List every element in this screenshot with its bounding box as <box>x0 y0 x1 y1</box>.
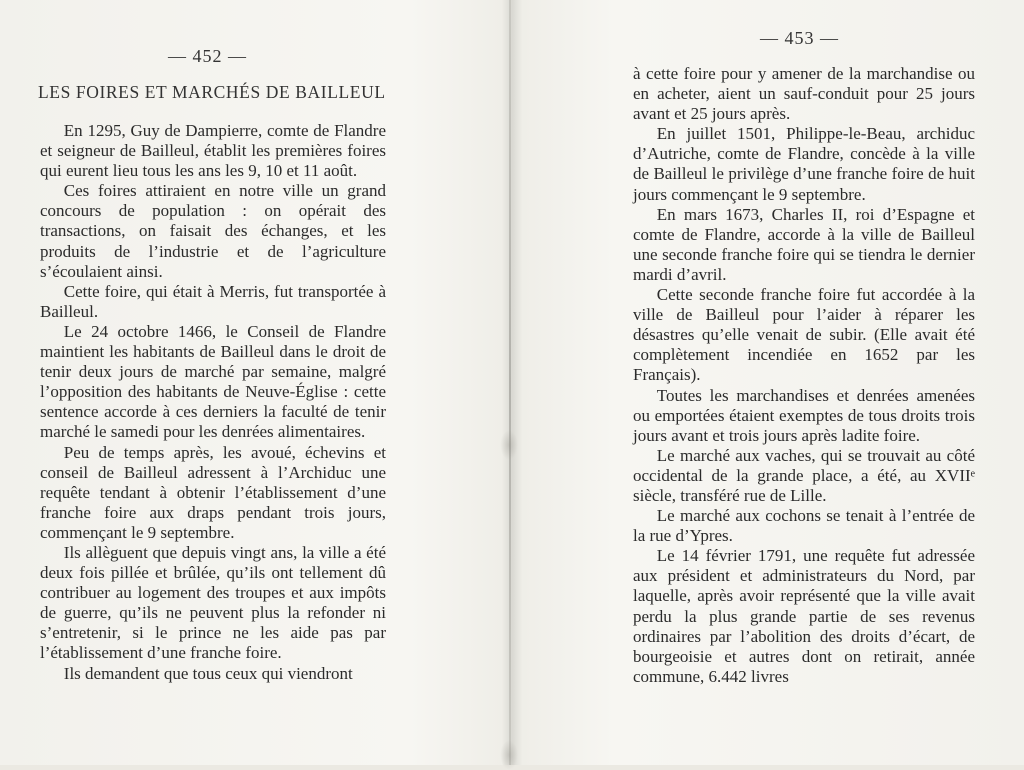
paragraph: Le marché aux vaches, qui se trouvait au côté occidental de la grande place, a été, au XVIIᵉ siècle, transféré rue de Lille. <box>633 445 975 505</box>
left-page <box>0 0 505 765</box>
paragraph: Toutes les marchandises et denrées amenées ou emportées étaient exemptes de tous droits trois jours avant et trois jours après ladite foire. <box>633 385 975 445</box>
paragraph-continuation: à cette foire pour y amener de la marchandise ou en acheter, aient un sauf-conduit pour 25 jours avant et 25 jours après. <box>633 64 975 124</box>
paragraph: En 1295, Guy de Dampierre, comte de Flandre et seigneur de Bailleul, établit les premières foires qui eurent lieu tous les ans les 9, 10 et 11 août. <box>40 121 386 181</box>
paragraph: Le 24 octobre 1466, le Conseil de Flandre maintient les habitants de Bailleul dans le droit de tenir deux jours de marché par semaine, malgré l’opposition des habitants de Neuve-Église : cette sentence accorde à ces derniers la faculté de tenir marché le samedi pour les denrées alimentaires. <box>40 321 386 442</box>
body-text <box>633 64 975 687</box>
paragraph: Cette seconde franche foire fut accordée à la ville de Bailleul pour l’aider à réparer les désastres qu’elle venait de subir. (Elle avait été complètement incendiée en 1652 par les Français). <box>633 285 975 385</box>
paragraph: Ils demandent que tous ceux qui viendront <box>63 663 353 683</box>
paragraph: Cette foire, qui était à Merris, fut transportée à Bailleul. <box>40 281 386 321</box>
right-page <box>515 0 1024 765</box>
paragraph: Le 14 février 1791, une requête fut adressée aux président et administrateurs du Nord, par laquelle, après avoir représenté que la ville avait perdu la plus grande partie de ses revenus ordinaires par l’abolition des droits d’écart, de bourgeoisie et autres dont on retirait, année commune, 6.442 livres <box>633 546 975 686</box>
paragraph: En juillet 1501, Philippe-le-Beau, archiduc d’Autriche, comte de Flandre, concède à la ville de Bailleul le privilège d’une franche foire de huit jours commençant le 9 septembre. <box>633 124 975 204</box>
page-number: — 453 — <box>760 28 839 48</box>
paragraph: Ils allèguent que depuis vingt ans, la ville a été deux fois pillée et brûlée, qu’ils ont tellement dû contribuer au logement des troupes et aux impôts de guerre, qu’ils ne peuvent plus la refonder ni s’entretenir, si le prince ne les aide pas par l’établissement d’une franche foire. <box>40 542 386 663</box>
page-number: — 452 — <box>168 46 247 66</box>
book-gutter <box>509 0 511 765</box>
chapter-title: LES FOIRES ET MARCHÉS DE BAILLEUL <box>38 82 386 102</box>
body-text <box>40 121 386 684</box>
paragraph: Peu de temps après, les avoué, échevins et conseil de Bailleul adressent à l’Archiduc une requête tendant à obtenir l’établissement d’une franche foire aux draps pendant trois jours, commençant le 9 septembre. <box>40 442 386 542</box>
paragraph: En mars 1673, Charles II, roi d’Espagne et comte de Flandre, accorde à la ville de Bailleul une seconde franche foire qui se tiendra le dernier mardi d’avril. <box>633 204 975 284</box>
paragraph: Ces foires attiraient en notre ville un grand concours de population : on opérait des transactions, on faisait des échanges, et les produits de l’industrie et de l’agriculture s’écoulaient ainsi. <box>40 181 386 281</box>
paragraph: Le marché aux cochons se tenait à l’entrée de la rue d’Ypres. <box>633 506 975 546</box>
